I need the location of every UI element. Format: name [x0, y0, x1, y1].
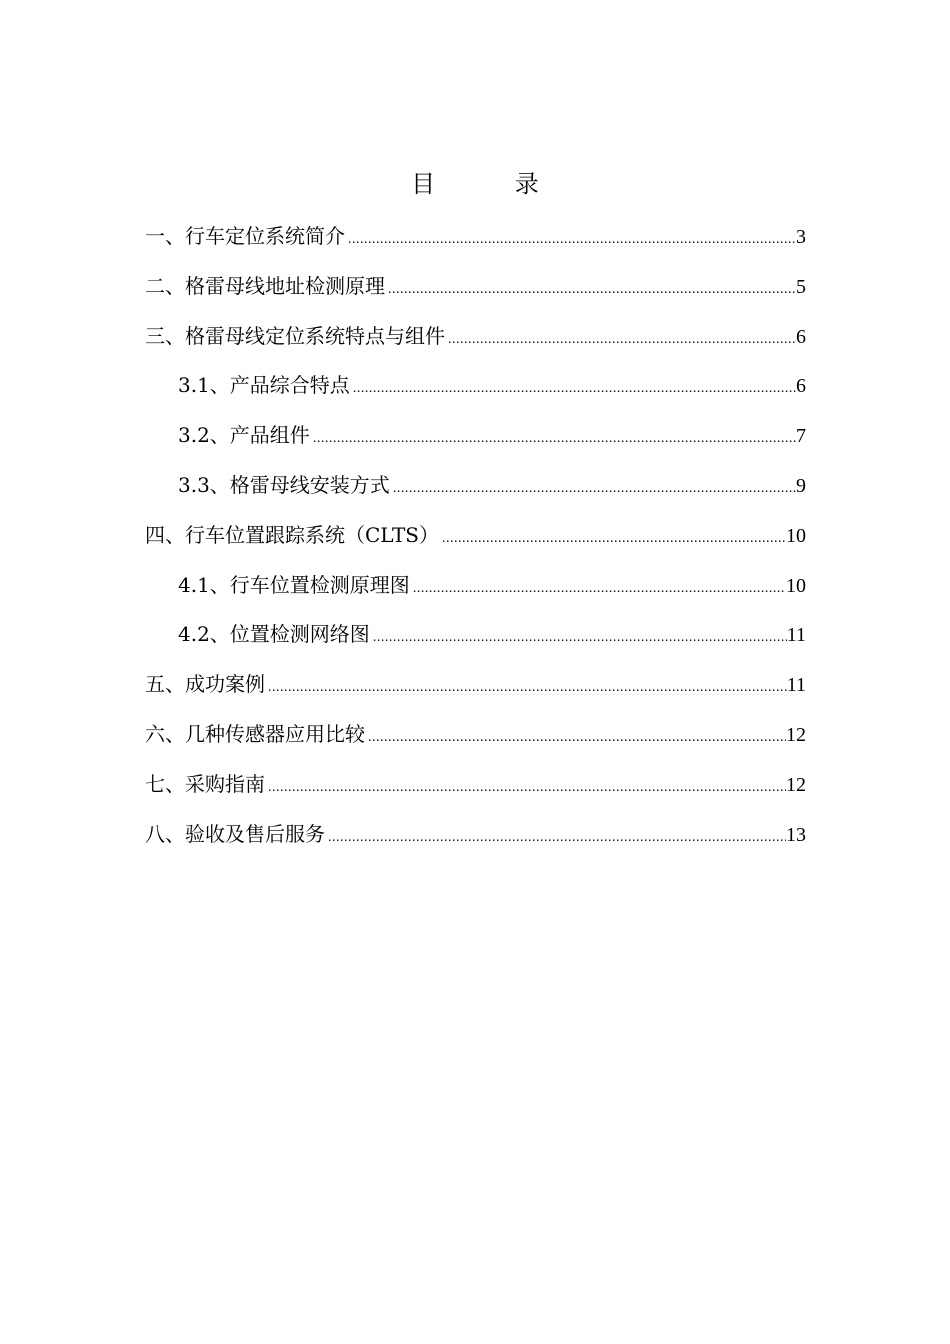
toc-entry-label: 3.3、格雷母线安装方式 — [178, 472, 390, 497]
toc-entry-label: 八、验收及售后服务 — [145, 821, 325, 846]
table-of-contents — [145, 218, 806, 865]
toc-entry-page: 13 — [786, 823, 806, 846]
toc-title: 目 录 — [411, 170, 575, 198]
toc-entry-label: 一、行车定位系统简介 — [145, 224, 345, 248]
toc-entry-page: 5 — [796, 275, 806, 298]
toc-subentry[interactable] — [145, 567, 806, 617]
toc-dot-leader — [365, 720, 786, 756]
toc-dot-leader — [370, 620, 787, 656]
toc-entry[interactable] — [145, 218, 806, 268]
toc-subentry[interactable] — [145, 417, 806, 467]
toc-entry-label: 五、成功案例 — [145, 672, 265, 697]
toc-entry[interactable] — [145, 666, 806, 716]
toc-entry-label: 3.2、产品组件 — [178, 423, 310, 448]
toc-subentry[interactable] — [145, 367, 806, 417]
toc-dot-leader — [265, 770, 786, 806]
toc-entry-page: 7 — [796, 425, 806, 448]
toc-entry-page: 6 — [796, 375, 806, 398]
toc-entry-label: 二、格雷母线地址检测原理 — [145, 273, 385, 298]
toc-entry[interactable] — [145, 517, 806, 567]
toc-entry[interactable] — [145, 318, 806, 368]
toc-entry-page: 9 — [796, 474, 806, 497]
toc-dot-leader — [265, 670, 787, 706]
toc-dot-leader — [410, 571, 786, 607]
toc-entry[interactable] — [145, 766, 806, 816]
toc-dot-leader — [345, 222, 796, 258]
toc-entry-label: 六、几种传感器应用比较 — [145, 721, 365, 746]
toc-entry[interactable] — [145, 716, 806, 766]
toc-entry-label: 4.2、位置检测网络图 — [178, 622, 370, 647]
toc-dot-leader — [390, 471, 796, 507]
toc-entry-page: 10 — [786, 524, 806, 547]
toc-entry-page: 12 — [786, 773, 806, 796]
toc-subentry[interactable] — [145, 616, 806, 666]
toc-entry-label: 3.1、产品综合特点 — [178, 373, 350, 398]
toc-entry-label: 4.1、行车位置检测原理图 — [178, 572, 410, 597]
toc-entry-page: 10 — [786, 574, 806, 597]
toc-dot-leader — [310, 421, 796, 457]
toc-dot-leader — [385, 272, 796, 308]
toc-subentry[interactable] — [145, 467, 806, 517]
toc-dot-leader — [350, 371, 796, 407]
toc-entry-label: 四、行车位置跟踪系统（CLTS） — [145, 522, 439, 547]
toc-entry[interactable] — [145, 816, 806, 866]
toc-entry-page: 11 — [786, 624, 806, 647]
toc-entry-page: 3 — [796, 226, 806, 248]
toc-entry-page: 6 — [796, 325, 806, 348]
toc-entry[interactable] — [145, 268, 806, 318]
toc-dot-leader — [439, 521, 786, 557]
toc-entry-page: 11 — [786, 674, 806, 697]
toc-dot-leader — [445, 322, 796, 358]
toc-entry-label: 七、采购指南 — [145, 771, 265, 796]
toc-entry-page: 12 — [786, 723, 806, 746]
toc-dot-leader — [325, 820, 786, 856]
toc-entry-label: 三、格雷母线定位系统特点与组件 — [145, 323, 445, 348]
